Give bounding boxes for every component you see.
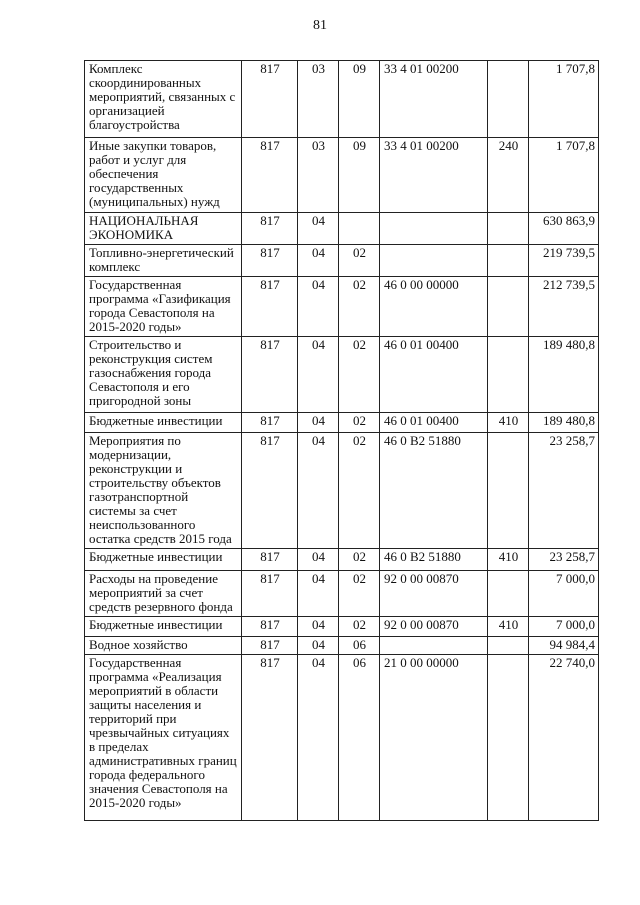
row-amount: 189 480,8 (529, 413, 599, 433)
row-ministry-code: 817 (242, 571, 298, 617)
row-ministry-code: 817 (242, 433, 298, 549)
row-target-code: 21 0 00 00000 (380, 655, 488, 821)
row-name: Бюджетные инвестиции (85, 413, 242, 433)
row-name: Строительство и реконструкция систем газоснабжения города Севастополя и его пригородной зоны (85, 337, 242, 413)
row-expense-type: 410 (488, 617, 529, 637)
table-row (85, 433, 599, 549)
row-name: Мероприятия по модернизации, реконструкции и строительству объектов газотранспортной системы за счет неиспользованного остатка средств 2015 года (85, 433, 242, 549)
row-target-code: 46 0 В2 51880 (380, 433, 488, 549)
row-section-code: 03 (298, 138, 339, 213)
row-subsection-code: 02 (339, 277, 380, 337)
row-expense-type: 410 (488, 549, 529, 571)
row-subsection-code: 09 (339, 138, 380, 213)
row-ministry-code: 817 (242, 549, 298, 571)
row-expense-type: 410 (488, 413, 529, 433)
row-subsection-code: 09 (339, 61, 380, 138)
row-target-code: 92 0 00 00870 (380, 571, 488, 617)
row-section-code: 04 (298, 413, 339, 433)
table-row (85, 277, 599, 337)
row-name: Расходы на проведение мероприятий за счет средств резервного фонда (85, 571, 242, 617)
row-name: Иные закупки товаров, работ и услуг для обеспечения государственных (муниципальных) нужд (85, 138, 242, 213)
row-name: Комплекс скоординированных мероприятий, связанных с организацией благоустройства (85, 61, 242, 138)
row-subsection-code: 02 (339, 617, 380, 637)
row-target-code (380, 245, 488, 277)
row-expense-type: 240 (488, 138, 529, 213)
row-ministry-code: 817 (242, 61, 298, 138)
row-ministry-code: 817 (242, 277, 298, 337)
row-name: НАЦИОНАЛЬНАЯ ЭКОНОМИКА (85, 213, 242, 245)
row-target-code: 46 0 00 00000 (380, 277, 488, 337)
row-section-code: 04 (298, 571, 339, 617)
row-ministry-code: 817 (242, 337, 298, 413)
row-subsection-code: 02 (339, 245, 380, 277)
row-section-code: 04 (298, 637, 339, 655)
row-expense-type (488, 213, 529, 245)
row-subsection-code: 02 (339, 433, 380, 549)
table-row (85, 213, 599, 245)
row-target-code: 92 0 00 00870 (380, 617, 488, 637)
row-ministry-code: 817 (242, 138, 298, 213)
row-section-code: 04 (298, 617, 339, 637)
row-target-code: 33 4 01 00200 (380, 138, 488, 213)
table-row (85, 245, 599, 277)
row-expense-type (488, 433, 529, 549)
table-row (85, 337, 599, 413)
table-row (85, 655, 599, 821)
row-name: Государственная программа «Газификация города Севастополя на 2015-2020 годы» (85, 277, 242, 337)
row-section-code: 04 (298, 433, 339, 549)
row-target-code (380, 213, 488, 245)
row-subsection-code (339, 213, 380, 245)
table-row (85, 571, 599, 617)
row-expense-type (488, 337, 529, 413)
row-section-code: 03 (298, 61, 339, 138)
row-amount: 94 984,4 (529, 637, 599, 655)
row-subsection-code: 06 (339, 655, 380, 821)
row-amount: 212 739,5 (529, 277, 599, 337)
row-section-code: 04 (298, 213, 339, 245)
row-amount: 630 863,9 (529, 213, 599, 245)
row-expense-type (488, 637, 529, 655)
row-section-code: 04 (298, 337, 339, 413)
row-amount: 1 707,8 (529, 138, 599, 213)
row-section-code: 04 (298, 277, 339, 337)
row-amount: 1 707,8 (529, 61, 599, 138)
row-expense-type (488, 571, 529, 617)
table-row (85, 413, 599, 433)
row-target-code (380, 637, 488, 655)
row-ministry-code: 817 (242, 413, 298, 433)
row-subsection-code: 02 (339, 337, 380, 413)
row-subsection-code: 02 (339, 571, 380, 617)
budget-table (84, 60, 599, 821)
table-row (85, 549, 599, 571)
row-ministry-code: 817 (242, 637, 298, 655)
row-amount: 22 740,0 (529, 655, 599, 821)
row-ministry-code: 817 (242, 655, 298, 821)
row-name: Бюджетные инвестиции (85, 617, 242, 637)
row-name: Бюджетные инвестиции (85, 549, 242, 571)
row-amount: 7 000,0 (529, 617, 599, 637)
table-row (85, 138, 599, 213)
row-section-code: 04 (298, 245, 339, 277)
row-subsection-code: 02 (339, 549, 380, 571)
row-name: Топливно-энергетический комплекс (85, 245, 242, 277)
row-ministry-code: 817 (242, 617, 298, 637)
row-ministry-code: 817 (242, 245, 298, 277)
row-expense-type (488, 277, 529, 337)
row-target-code: 46 0 01 00400 (380, 337, 488, 413)
row-amount: 23 258,7 (529, 433, 599, 549)
table-row (85, 61, 599, 138)
row-amount: 189 480,8 (529, 337, 599, 413)
row-subsection-code: 06 (339, 637, 380, 655)
row-target-code: 33 4 01 00200 (380, 61, 488, 138)
row-amount: 23 258,7 (529, 549, 599, 571)
row-expense-type (488, 655, 529, 821)
row-target-code: 46 0 В2 51880 (380, 549, 488, 571)
row-expense-type (488, 61, 529, 138)
row-target-code: 46 0 01 00400 (380, 413, 488, 433)
row-expense-type (488, 245, 529, 277)
table-row (85, 617, 599, 637)
row-amount: 219 739,5 (529, 245, 599, 277)
row-section-code: 04 (298, 549, 339, 571)
row-amount: 7 000,0 (529, 571, 599, 617)
row-section-code: 04 (298, 655, 339, 821)
table-row (85, 637, 599, 655)
row-name: Государственная программа «Реализация мероприятий в области защиты населения и территорий при чрезвычайных ситуациях в пределах административных границ города федерального значения Севастополя на 2015-2020 годы» (85, 655, 242, 821)
row-name: Водное хозяйство (85, 637, 242, 655)
page-number: 81 (313, 18, 327, 33)
row-ministry-code: 817 (242, 213, 298, 245)
row-subsection-code: 02 (339, 413, 380, 433)
